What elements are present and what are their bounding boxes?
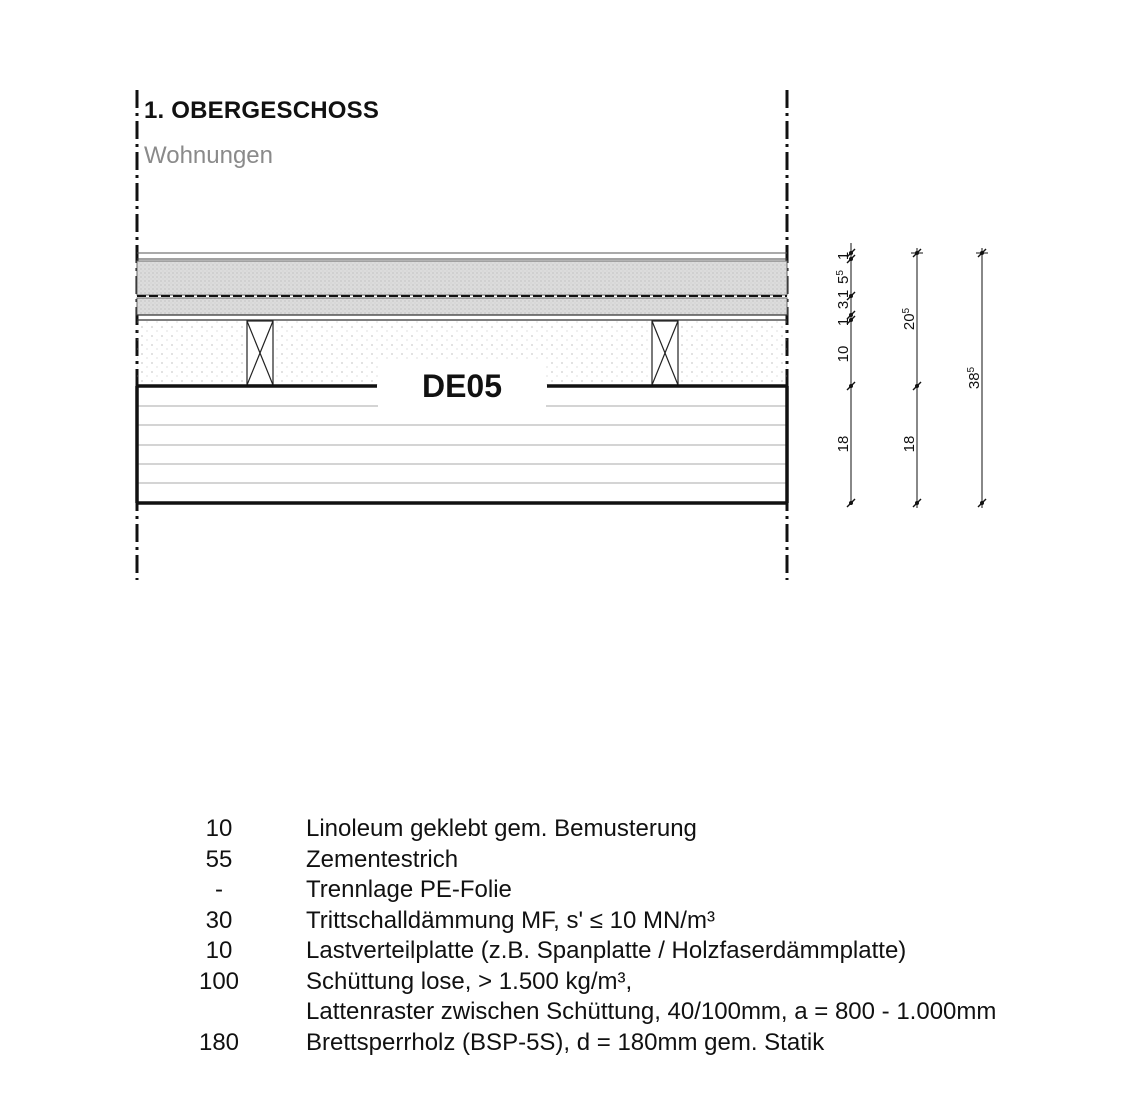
dim-1-6: 10 (835, 345, 852, 363)
layer-description: Linoleum geklebt gem. Bemusterung (306, 815, 697, 842)
layer-row (190, 968, 1110, 1029)
dim-1-3: 1 (835, 289, 852, 299)
layer-thickness: 10 (205, 937, 233, 964)
dim-1-1: 1 (835, 251, 852, 261)
dimension-chain-2 (911, 248, 923, 508)
dim-1-2: $5^5$ (834, 270, 852, 284)
layer-thickness: - (215, 876, 223, 903)
layer-row (190, 937, 1110, 968)
dim-2-1: $20^5$ (900, 307, 918, 331)
layer-row (190, 876, 1110, 907)
dim-3-1: $38^5$ (965, 366, 983, 390)
layer-thickness: 30 (205, 906, 233, 934)
layer-load-board (137, 315, 787, 320)
dimension-chain-2-labels (901, 307, 919, 452)
layer-description: Trennlage PE-Folie (306, 876, 512, 903)
layer-screed (137, 261, 787, 295)
layer-description: Schüttung lose, > 1.500 kg/m³, Lattenraster zwischen Schüttung, 40/100mm, a = 800 - 1.000mm (306, 967, 997, 1025)
dim-2-2: 18 (901, 435, 918, 453)
dim-1-7: 18 (835, 435, 852, 453)
layer-description: Brettsperrholz (BSP-5S), d = 180mm gem. Statik (306, 1028, 825, 1056)
dim-1-4: 3 (835, 300, 852, 310)
layer-row (190, 907, 1110, 938)
layer-thickness: 180 (198, 1028, 240, 1056)
floor-subtitle: Wohnungen (144, 142, 273, 169)
floor-title: 1. OBERGESCHOSS (144, 97, 380, 124)
dimension-chain-1-labels (835, 252, 853, 453)
component-code-label: DE05 (421, 368, 503, 404)
layer-thickness: 100 (198, 967, 240, 995)
dimension-chain-3-labels (966, 366, 984, 389)
batten-right (652, 321, 678, 385)
batten-left (247, 321, 273, 385)
layer-description: Zementestrich (306, 845, 459, 873)
layer-row (190, 1029, 1110, 1060)
layer-insulation (137, 298, 787, 315)
layer-thickness: 10 (205, 815, 233, 842)
layer-description: Lastverteilplatte (z.B. Spanplatte / Holzfaserdämmplatte) (306, 937, 907, 964)
layer-linoleum (137, 253, 787, 259)
layer-row (190, 815, 1110, 846)
dim-1-5: 1 (835, 317, 852, 327)
layer-row (190, 846, 1110, 877)
layer-description: Trittschalldämmung MF, s' ≤ 10 MN/m³ (306, 906, 715, 934)
layer-thickness: 55 (205, 845, 233, 873)
layer-legend (190, 815, 1110, 1059)
